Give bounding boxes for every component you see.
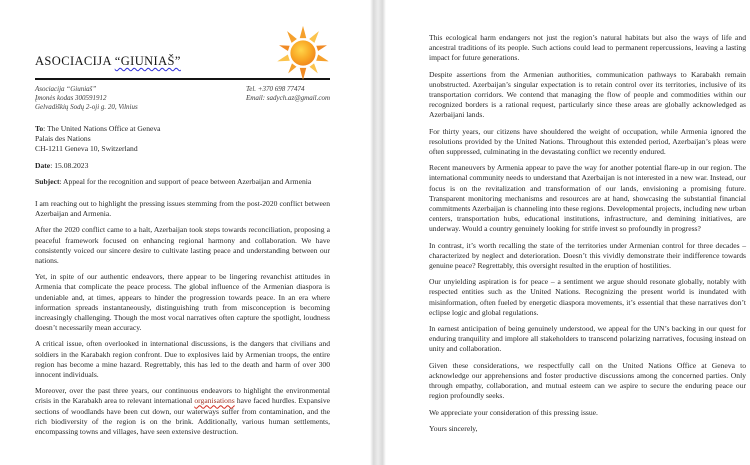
org-title-prefix: ASOCIACIJA	[35, 54, 115, 68]
letter-body-left	[35, 124, 330, 437]
paragraph-10: In contrast, it’s worth recalling the state of the territories under Armenian control for three decades – characterized by neglect and deterioration. Doesn’t this vividly demonstrate their indifference towards genuine peace? Regrettably, this oversight resulted in the eruption of hostilities.	[429, 240, 746, 271]
subject-line	[35, 177, 330, 187]
paragraph-11: Our unyielding aspiration is for peace – a sentiment we argue should resonate globally, notably with respected entities such as the United Nations. Recognizing the present world is inundated with misinformation, often fueled by energetic diaspora movements, it’s essential that these narratives don’t eclipse logic and global regulations.	[429, 277, 746, 317]
paragraph-4: A critical issue, often overlooked in international discussions, is the dangers that civilians and soldiers in the Karabakh region confront. Due to explosives laid by Armenian troops, the entire region has become a mine hazard. Regrettably, this has led to the death and harm of over 300 innocent individuals.	[35, 339, 330, 380]
paragraph-5-end: have faced hurdles. Expansive sections of woodlands have been cut down, our waterways suffer from contamination, and the rich biodiversity of the region is on the brink. Additionally, various human settlements, encompassing towns and villages, have seen extensive destruction.	[35, 396, 330, 437]
org-company-code: Įmonės kodas 300591912	[35, 94, 107, 102]
paragraph-6: This ecological harm endangers not just the region’s natural habitats but also the ways of life and ancestral traditions of its people. Such actions could lead to permanent repercussions, leaving a lasting impact for future generations.	[429, 33, 746, 63]
recipient-line2: Palais des Nations	[35, 134, 91, 144]
paragraph-8: For thirty years, our citizens have shouldered the weight of occupation, while Armenia ignored the resolutions provided by the United Nations. Throughout this extended period, Azerbaijan’s pleas were often suppressed, culminating in the devastating conflict we recently endured.	[429, 126, 746, 157]
date-label: Date	[35, 160, 51, 170]
date-value: : 15.08.2023	[50, 160, 89, 170]
recipient-line1: : The United Nations Office at Geneva	[43, 124, 161, 133]
org-name-italic: Asociacija “Giuniaš”	[35, 85, 97, 93]
paragraph-7: Despite assertions from the Armenian authorities, communication pathways to Karabakh remain unobstructed. Azerbaijan’s singular expectation is to retain control over its territories, inclusive of its transportation corridors. We contend that managing the flow of people and commodities within our recognized borders is a rational request, particularly since these areas are globally acknowledged as Azerbaijani lands.	[429, 69, 746, 120]
misspelled-word: organisations	[194, 396, 235, 406]
letter-body-right	[429, 33, 746, 434]
letter-page-2	[386, 0, 750, 465]
org-contact-left	[35, 85, 138, 112]
org-title-name: “GIUNIAŠ”	[114, 54, 181, 68]
recipient-label: To	[35, 124, 44, 133]
paragraph-12: In earnest anticipation of being genuinely understood, we appeal for the UN’s backing in our quest for enduring tranquility and implore all stakeholders to transcend polarizing narratives, focusing instead on unity and collaboration.	[429, 324, 746, 354]
org-email: Email: sadych.az@gmail.com	[245, 94, 330, 102]
closing-thanks: We appreciate your consideration of this pressing issue.	[429, 407, 598, 417]
date-line	[35, 161, 330, 171]
paragraph-13: Given these considerations, we respectfully call on the United Nations Office at Geneva to acknowledge our apprehensions and foster productive discussions among the concerned parties. Only through empathy, collaboration, and mutual esteem can we aspire to secure the enduring peace our region profoundly seeks.	[429, 360, 746, 401]
org-phone: Tel. +370 698 77474	[245, 85, 305, 93]
paragraph-9: Recent maneuvers by Armenia appear to pave the way for another potential flare-up in our region. The international community needs to understand that Azerbaijan is not interested in a new war. Instead, our focus is on the revitalization and transformation of our lands, envisioning a promising future. Transparent monitoring mechanisms and resources are at hand, showcasing the substantial financial commitments Azerbaijan is channeling into these regions. Developmental projects, including new urban centers, transportation hubs, educational institutions, infrastructure, and demining initiatives, are underway. Would a country genuinely looking for strife invest so profoundly in progress?	[429, 163, 746, 234]
paragraph-3: Yet, in spite of our authentic endeavors, there appear to be lingering revanchist attitudes in Armenia that complicate the peace process. The global influence of the Armenian diaspora is undeniable and, at times, appears to hinder the progression towards peace. In an era where information spreads instantaneously, distinguishing truth from misconception is becoming increasingly challenging. Though the most vocal narratives often capture the spotlight, loudness doesn’t necessarily mean accuracy.	[35, 272, 330, 333]
paragraph-5-start: Moreover, over the past three years, our continuous endeavors to highlight the environmental crisis in the Karabakh area to relevant international	[35, 386, 330, 406]
letter-page-1	[0, 0, 372, 465]
subject-label: Subject	[35, 176, 60, 186]
recipient-block	[35, 124, 330, 155]
paragraph-5	[35, 386, 330, 437]
page-separator	[370, 0, 386, 465]
recipient-line3: CH-1211 Geneva 10, Switzerland	[35, 144, 138, 154]
subject-value: : Appeal for the recognition and support of peace between Azerbaijan and Armenia	[59, 176, 312, 186]
org-contact-right	[246, 85, 330, 112]
org-address: Gelvadiškių Sodų 2-oji g. 20, Vilnius	[35, 103, 138, 111]
paragraph-2: After the 2020 conflict came to a halt, Azerbaijan took steps towards reconciliation, proposing a peaceful framework focused on enhancing regional harmony and collaboration. We have consistently voiced our sincere desire to cultivate lasting peace and understanding between our nations.	[35, 225, 330, 266]
paragraph-1: I am reaching out to highlight the pressing issues stemming from the post-2020 conflict between Azerbaijan and Armenia.	[35, 199, 330, 219]
sun-logo-icon	[274, 25, 332, 86]
letterhead-contacts	[35, 85, 330, 112]
signoff: Yours sincerely,	[429, 423, 478, 433]
